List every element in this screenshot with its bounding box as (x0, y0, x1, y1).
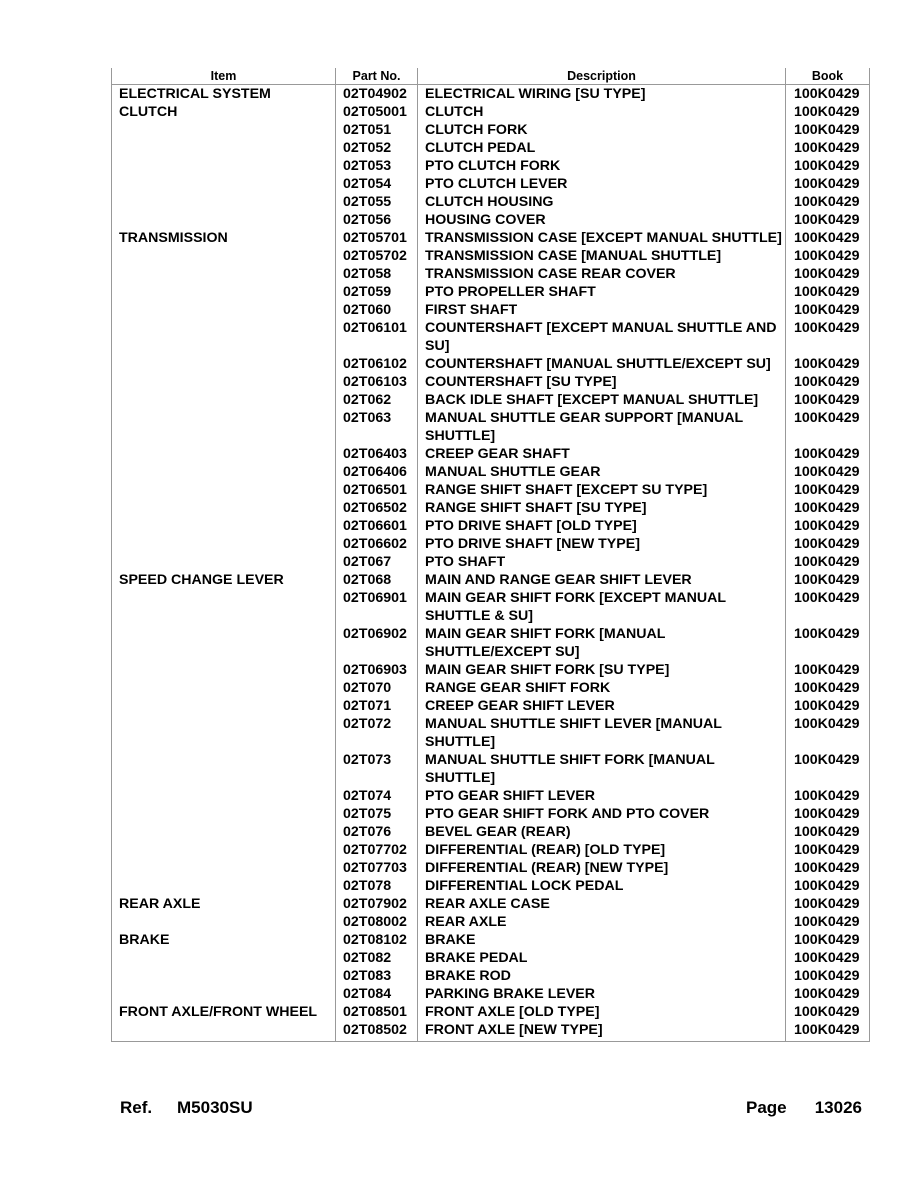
book-cell: 100K0429 (786, 787, 870, 805)
description-cell: DIFFERENTIAL LOCK PEDAL (418, 877, 786, 895)
table-row (112, 157, 870, 175)
book-cell: 100K0429 (786, 103, 870, 121)
table-row (112, 661, 870, 679)
part-no-cell: 02T06602 (336, 535, 418, 553)
item-cell (112, 409, 336, 445)
table-row (112, 247, 870, 265)
book-cell: 100K0429 (786, 553, 870, 571)
part-no-cell: 02T051 (336, 121, 418, 139)
part-no-cell: 02T060 (336, 301, 418, 319)
table-row (112, 751, 870, 787)
item-cell (112, 445, 336, 463)
description-cell: BEVEL GEAR (REAR) (418, 823, 786, 841)
description-cell: CLUTCH (418, 103, 786, 121)
book-cell: 100K0429 (786, 823, 870, 841)
item-cell (112, 661, 336, 679)
book-cell: 100K0429 (786, 895, 870, 913)
item-cell (112, 553, 336, 571)
part-no-cell: 02T078 (336, 877, 418, 895)
book-cell: 100K0429 (786, 625, 870, 661)
item-cell (112, 301, 336, 319)
header-row (112, 68, 870, 85)
book-cell: 100K0429 (786, 535, 870, 553)
part-no-cell: 02T08501 (336, 1003, 418, 1021)
item-cell (112, 697, 336, 715)
part-no-cell: 02T08002 (336, 913, 418, 931)
item-cell (112, 139, 336, 157)
table-row (112, 895, 870, 913)
item-cell (112, 1021, 336, 1042)
table-row (112, 553, 870, 571)
table-row (112, 589, 870, 625)
description-cell: RANGE GEAR SHIFT FORK (418, 679, 786, 697)
description-cell: COUNTERSHAFT [MANUAL SHUTTLE/EXCEPT SU] (418, 355, 786, 373)
item-cell (112, 715, 336, 751)
book-cell: 100K0429 (786, 373, 870, 391)
table-row (112, 1021, 870, 1042)
part-no-cell: 02T05001 (336, 103, 418, 121)
table-row (112, 517, 870, 535)
description-cell: FRONT AXLE [OLD TYPE] (418, 1003, 786, 1021)
description-cell: PARKING BRAKE LEVER (418, 985, 786, 1003)
description-cell: MAIN GEAR SHIFT FORK [MANUAL SHUTTLE/EXCEPT SU] (418, 625, 786, 661)
part-no-cell: 02T06406 (336, 463, 418, 481)
item-cell (112, 265, 336, 283)
description-cell: MAIN GEAR SHIFT FORK [EXCEPT MANUAL SHUTTLE & SU] (418, 589, 786, 625)
table-row (112, 175, 870, 193)
item-cell: REAR AXLE (112, 895, 336, 913)
description-cell: MAIN AND RANGE GEAR SHIFT LEVER (418, 571, 786, 589)
table-row (112, 535, 870, 553)
item-cell (112, 193, 336, 211)
part-no-cell: 02T08102 (336, 931, 418, 949)
item-cell (112, 877, 336, 895)
description-cell: PTO GEAR SHIFT LEVER (418, 787, 786, 805)
table-row (112, 787, 870, 805)
part-no-cell: 02T058 (336, 265, 418, 283)
book-cell: 100K0429 (786, 175, 870, 193)
part-no-cell: 02T055 (336, 193, 418, 211)
item-cell (112, 823, 336, 841)
book-cell: 100K0429 (786, 301, 870, 319)
item-cell (112, 679, 336, 697)
part-no-cell: 02T084 (336, 985, 418, 1003)
book-cell: 100K0429 (786, 859, 870, 877)
book-cell: 100K0429 (786, 967, 870, 985)
table-row (112, 625, 870, 661)
parts-table-header (112, 68, 870, 85)
book-cell: 100K0429 (786, 913, 870, 931)
description-cell: RANGE SHIFT SHAFT [SU TYPE] (418, 499, 786, 517)
page-number: 13026 (814, 1098, 862, 1117)
part-no-cell: 02T06501 (336, 481, 418, 499)
book-cell: 100K0429 (786, 247, 870, 265)
description-cell: BRAKE ROD (418, 967, 786, 985)
book-cell: 100K0429 (786, 1021, 870, 1042)
description-cell: REAR AXLE CASE (418, 895, 786, 913)
item-cell (112, 841, 336, 859)
table-row (112, 85, 870, 104)
table-row (112, 571, 870, 589)
description-cell: CREEP GEAR SHIFT LEVER (418, 697, 786, 715)
item-cell (112, 283, 336, 301)
item-cell (112, 355, 336, 373)
description-cell: ELECTRICAL WIRING [SU TYPE] (418, 85, 786, 104)
item-cell (112, 949, 336, 967)
part-no-cell: 02T053 (336, 157, 418, 175)
description-cell: PTO GEAR SHIFT FORK AND PTO COVER (418, 805, 786, 823)
part-no-cell: 02T06601 (336, 517, 418, 535)
book-cell: 100K0429 (786, 211, 870, 229)
part-no-cell: 02T06901 (336, 589, 418, 625)
description-cell: PTO CLUTCH FORK (418, 157, 786, 175)
page-footer (120, 1098, 862, 1120)
item-cell (112, 481, 336, 499)
table-row (112, 859, 870, 877)
item-cell (112, 787, 336, 805)
book-cell: 100K0429 (786, 391, 870, 409)
part-no-cell: 02T073 (336, 751, 418, 787)
item-cell: ELECTRICAL SYSTEM (112, 85, 336, 104)
item-cell: SPEED CHANGE LEVER (112, 571, 336, 589)
item-cell (112, 985, 336, 1003)
item-cell (112, 373, 336, 391)
header-item: Item (112, 68, 336, 85)
table-row (112, 265, 870, 283)
header-description: Description (418, 68, 786, 85)
part-no-cell: 02T072 (336, 715, 418, 751)
book-cell: 100K0429 (786, 841, 870, 859)
description-cell: COUNTERSHAFT [SU TYPE] (418, 373, 786, 391)
item-cell (112, 859, 336, 877)
book-cell: 100K0429 (786, 193, 870, 211)
table-row (112, 949, 870, 967)
table-row (112, 283, 870, 301)
description-cell: DIFFERENTIAL (REAR) [NEW TYPE] (418, 859, 786, 877)
description-cell: DIFFERENTIAL (REAR) [OLD TYPE] (418, 841, 786, 859)
table-row (112, 409, 870, 445)
description-cell: CLUTCH FORK (418, 121, 786, 139)
book-cell: 100K0429 (786, 499, 870, 517)
part-no-cell: 02T07703 (336, 859, 418, 877)
book-cell: 100K0429 (786, 265, 870, 283)
table-row (112, 121, 870, 139)
description-cell: PTO SHAFT (418, 553, 786, 571)
part-no-cell: 02T068 (336, 571, 418, 589)
table-row (112, 139, 870, 157)
part-no-cell: 02T062 (336, 391, 418, 409)
book-cell: 100K0429 (786, 139, 870, 157)
ref-label: Ref. (120, 1098, 153, 1117)
part-no-cell: 02T05702 (336, 247, 418, 265)
book-cell: 100K0429 (786, 715, 870, 751)
table-row (112, 499, 870, 517)
table-row (112, 1003, 870, 1021)
table-row (112, 697, 870, 715)
item-cell: FRONT AXLE/FRONT WHEEL (112, 1003, 336, 1021)
book-cell: 100K0429 (786, 229, 870, 247)
book-cell: 100K0429 (786, 751, 870, 787)
table-row (112, 823, 870, 841)
description-cell: TRANSMISSION CASE REAR COVER (418, 265, 786, 283)
item-cell (112, 463, 336, 481)
part-no-cell: 02T07902 (336, 895, 418, 913)
book-cell: 100K0429 (786, 85, 870, 104)
table-row (112, 301, 870, 319)
item-cell (112, 517, 336, 535)
table-row (112, 967, 870, 985)
table-row (112, 913, 870, 931)
book-cell: 100K0429 (786, 679, 870, 697)
description-cell: BRAKE (418, 931, 786, 949)
description-cell: REAR AXLE (418, 913, 786, 931)
item-cell (112, 751, 336, 787)
description-cell: FIRST SHAFT (418, 301, 786, 319)
book-cell: 100K0429 (786, 949, 870, 967)
part-no-cell: 02T06902 (336, 625, 418, 661)
part-no-cell: 02T06903 (336, 661, 418, 679)
description-cell: CLUTCH PEDAL (418, 139, 786, 157)
part-no-cell: 02T06403 (336, 445, 418, 463)
part-no-cell: 02T082 (336, 949, 418, 967)
table-row (112, 715, 870, 751)
ref-value: M5030SU (177, 1098, 253, 1117)
part-no-cell: 02T071 (336, 697, 418, 715)
book-cell: 100K0429 (786, 319, 870, 355)
part-no-cell: 02T05701 (336, 229, 418, 247)
description-cell: PTO PROPELLER SHAFT (418, 283, 786, 301)
description-cell: MANUAL SHUTTLE GEAR SUPPORT [MANUAL SHUTTLE] (418, 409, 786, 445)
part-no-cell: 02T07702 (336, 841, 418, 859)
part-no-cell: 02T067 (336, 553, 418, 571)
item-cell (112, 499, 336, 517)
item-cell (112, 121, 336, 139)
table-row (112, 985, 870, 1003)
book-cell: 100K0429 (786, 517, 870, 535)
book-cell: 100K0429 (786, 589, 870, 625)
item-cell (112, 175, 336, 193)
item-cell: TRANSMISSION (112, 229, 336, 247)
table-row (112, 391, 870, 409)
description-cell: MANUAL SHUTTLE SHIFT LEVER [MANUAL SHUTTLE] (418, 715, 786, 751)
description-cell: PTO CLUTCH LEVER (418, 175, 786, 193)
table-row (112, 319, 870, 355)
book-cell: 100K0429 (786, 1003, 870, 1021)
description-cell: TRANSMISSION CASE [EXCEPT MANUAL SHUTTLE] (418, 229, 786, 247)
item-cell (112, 535, 336, 553)
part-no-cell: 02T06502 (336, 499, 418, 517)
book-cell: 100K0429 (786, 463, 870, 481)
table-row (112, 373, 870, 391)
item-cell (112, 589, 336, 625)
header-book: Book (786, 68, 870, 85)
description-cell: MANUAL SHUTTLE GEAR (418, 463, 786, 481)
part-no-cell: 02T070 (336, 679, 418, 697)
part-no-cell: 02T059 (336, 283, 418, 301)
book-cell: 100K0429 (786, 121, 870, 139)
table-row (112, 445, 870, 463)
book-cell: 100K0429 (786, 445, 870, 463)
table-row (112, 481, 870, 499)
description-cell: CREEP GEAR SHAFT (418, 445, 786, 463)
book-cell: 100K0429 (786, 409, 870, 445)
description-cell: PTO DRIVE SHAFT [NEW TYPE] (418, 535, 786, 553)
item-cell (112, 211, 336, 229)
item-cell: CLUTCH (112, 103, 336, 121)
description-cell: MAIN GEAR SHIFT FORK [SU TYPE] (418, 661, 786, 679)
book-cell: 100K0429 (786, 661, 870, 679)
description-cell: PTO DRIVE SHAFT [OLD TYPE] (418, 517, 786, 535)
description-cell: CLUTCH HOUSING (418, 193, 786, 211)
book-cell: 100K0429 (786, 697, 870, 715)
item-cell (112, 157, 336, 175)
table-row (112, 103, 870, 121)
book-cell: 100K0429 (786, 481, 870, 499)
description-cell: HOUSING COVER (418, 211, 786, 229)
book-cell: 100K0429 (786, 157, 870, 175)
book-cell: 100K0429 (786, 571, 870, 589)
header-part-no: Part No. (336, 68, 418, 85)
description-cell: TRANSMISSION CASE [MANUAL SHUTTLE] (418, 247, 786, 265)
description-cell: BRAKE PEDAL (418, 949, 786, 967)
parts-table (111, 68, 870, 1042)
table-row (112, 841, 870, 859)
part-no-cell: 02T06102 (336, 355, 418, 373)
item-cell (112, 805, 336, 823)
item-cell (112, 967, 336, 985)
book-cell: 100K0429 (786, 355, 870, 373)
book-cell: 100K0429 (786, 283, 870, 301)
item-cell (112, 625, 336, 661)
table-row (112, 211, 870, 229)
part-no-cell: 02T075 (336, 805, 418, 823)
part-no-cell: 02T054 (336, 175, 418, 193)
table-row (112, 679, 870, 697)
item-cell (112, 247, 336, 265)
table-row (112, 355, 870, 373)
part-no-cell: 02T06101 (336, 319, 418, 355)
item-cell: BRAKE (112, 931, 336, 949)
book-cell: 100K0429 (786, 877, 870, 895)
description-cell: FRONT AXLE [NEW TYPE] (418, 1021, 786, 1042)
table-row (112, 229, 870, 247)
parts-table-body (112, 85, 870, 1042)
description-cell: RANGE SHIFT SHAFT [EXCEPT SU TYPE] (418, 481, 786, 499)
book-cell: 100K0429 (786, 931, 870, 949)
part-no-cell: 02T056 (336, 211, 418, 229)
table-row (112, 193, 870, 211)
part-no-cell: 02T063 (336, 409, 418, 445)
description-cell: BACK IDLE SHAFT [EXCEPT MANUAL SHUTTLE] (418, 391, 786, 409)
part-no-cell: 02T06103 (336, 373, 418, 391)
table-row (112, 805, 870, 823)
part-no-cell: 02T052 (336, 139, 418, 157)
book-cell: 100K0429 (786, 985, 870, 1003)
page-label: Page (746, 1098, 787, 1117)
part-no-cell: 02T076 (336, 823, 418, 841)
part-no-cell: 02T08502 (336, 1021, 418, 1042)
part-no-cell: 02T074 (336, 787, 418, 805)
item-cell (112, 319, 336, 355)
item-cell (112, 391, 336, 409)
item-cell (112, 913, 336, 931)
table-row (112, 931, 870, 949)
description-cell: COUNTERSHAFT [EXCEPT MANUAL SHUTTLE AND SU] (418, 319, 786, 355)
description-cell: MANUAL SHUTTLE SHIFT FORK [MANUAL SHUTTLE] (418, 751, 786, 787)
table-row (112, 877, 870, 895)
part-no-cell: 02T04902 (336, 85, 418, 104)
table-row (112, 463, 870, 481)
part-no-cell: 02T083 (336, 967, 418, 985)
book-cell: 100K0429 (786, 805, 870, 823)
